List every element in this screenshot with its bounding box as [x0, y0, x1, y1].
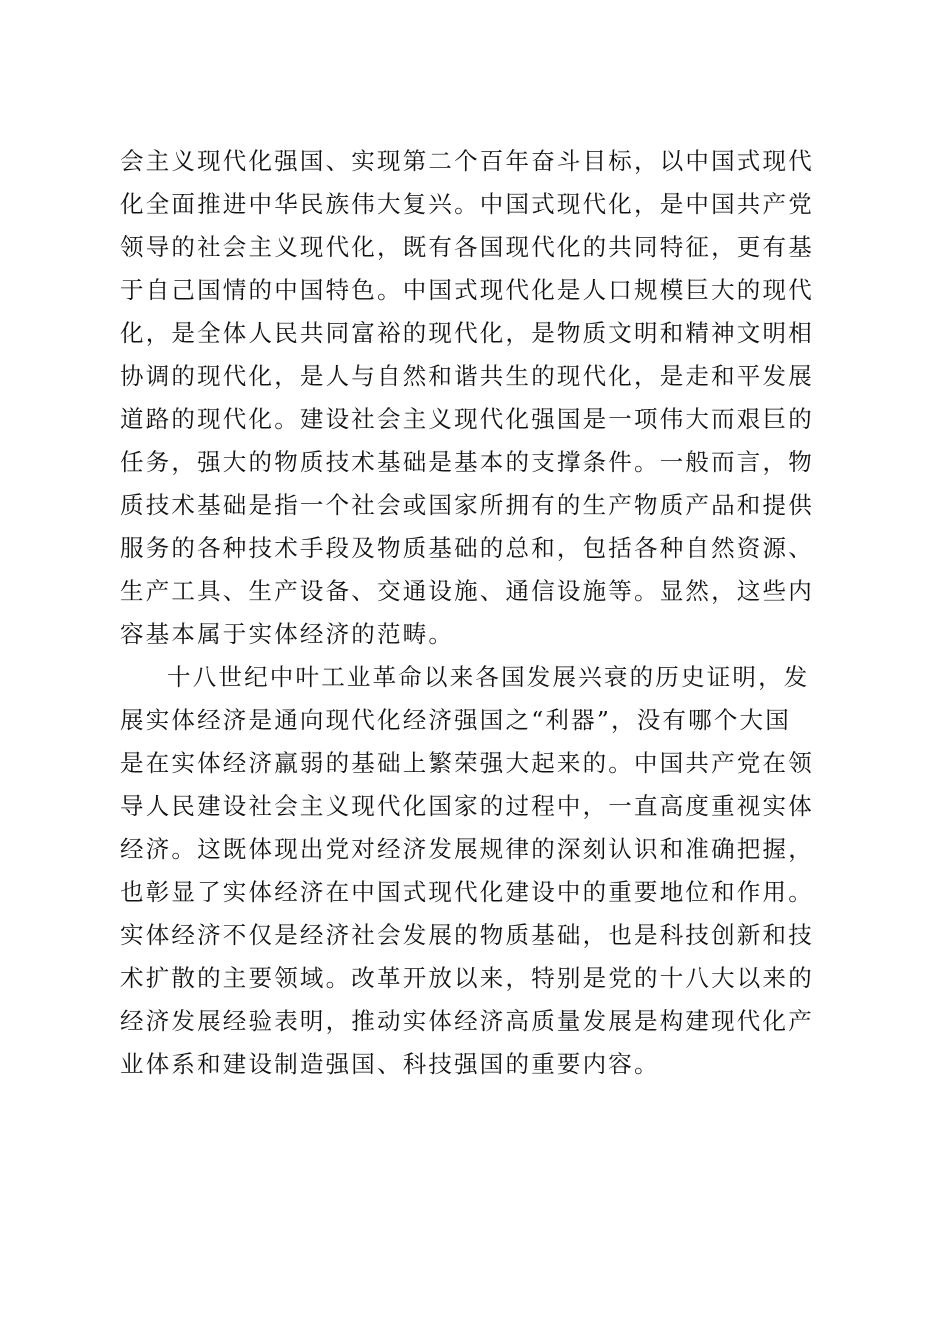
- text-line: 十八世纪中叶工业革命以来各国发展兴衰的历史证明，发: [167, 663, 810, 691]
- text-line: 任务，强大的物质技术基础是基本的支撑条件。一般而言，物: [120, 448, 814, 476]
- text-line: 业体系和建设制造强国、科技强国的重要内容。: [120, 1050, 660, 1078]
- text-line: 是在实体经济羸弱的基础上繁荣强大起来的。中国共产党在领: [120, 749, 814, 777]
- text-line: 术扩散的主要领域。改革开放以来，特别是党的十八大以来的: [120, 964, 814, 992]
- text-line: 经济发展经验表明，推动实体经济高质量发展是构建现代化产: [120, 1007, 814, 1035]
- text-line: 会主义现代化强国、实现第二个百年奋斗目标，以中国式现代: [120, 147, 814, 175]
- text-line: 展实体经济是通向现代化经济强国之“利器”，没有哪个大国: [120, 706, 791, 734]
- text-line: 经济。这既体现出党对经济发展规律的深刻认识和准确把握，: [120, 835, 814, 863]
- text-line: 领导的社会主义现代化，既有各国现代化的共同特征，更有基: [120, 233, 814, 261]
- paragraph-1: [120, 140, 835, 656]
- text-line: 导人民建设社会主义现代化国家的过程中，一直高度重视实体: [120, 792, 814, 820]
- text-line: 协调的现代化，是人与自然和谐共生的现代化，是走和平发展: [120, 362, 814, 390]
- text-line: 化，是全体人民共同富裕的现代化，是物质文明和精神文明相: [120, 319, 814, 347]
- paragraph-2: [120, 656, 835, 1086]
- text-line: 服务的各种技术手段及物质基础的总和，包括各种自然资源、: [120, 534, 814, 562]
- text-line: 容基本属于实体经济的范畴。: [120, 620, 455, 648]
- text-line: 道路的现代化。建设社会主义现代化强国是一项伟大而艰巨的: [120, 405, 814, 433]
- text-line: 质技术基础是指一个社会或国家所拥有的生产物质产品和提供: [120, 491, 814, 519]
- text-line: 化全面推进中华民族伟大复兴。中国式现代化，是中国共产党: [120, 190, 814, 218]
- text-line: 于自己国情的中国特色。中国式现代化是人口规模巨大的现代: [120, 276, 814, 304]
- body-text: [120, 140, 835, 1086]
- text-line: 实体经济不仅是经济社会发展的物质基础，也是科技创新和技: [120, 921, 814, 949]
- text-line: 生产工具、生产设备、交通设施、通信设施等。显然，这些内: [120, 577, 814, 605]
- text-line: 也彰显了实体经济在中国式现代化建设中的重要地位和作用。: [120, 878, 814, 906]
